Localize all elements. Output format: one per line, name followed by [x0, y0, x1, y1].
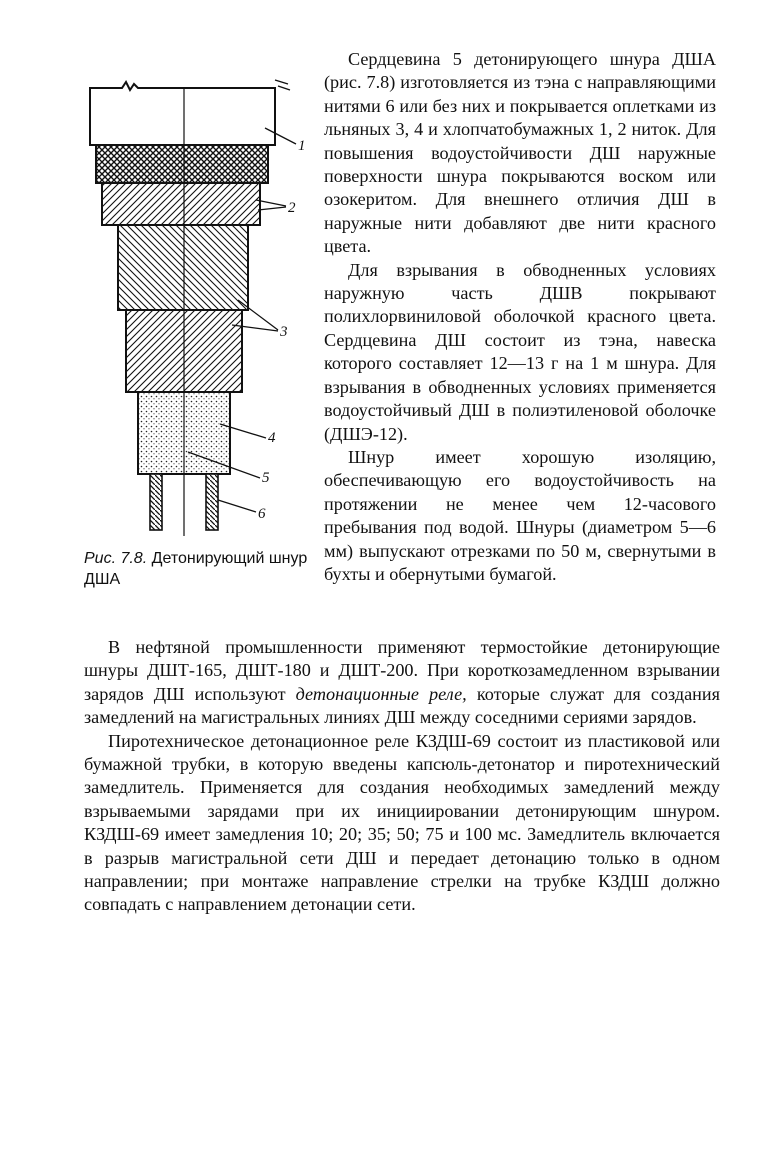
- layer-2-cross: [96, 145, 268, 183]
- thread-left: [150, 474, 162, 530]
- label-1: 1: [298, 138, 306, 154]
- label-4: 4: [268, 430, 276, 446]
- label-3: 3: [280, 324, 288, 340]
- layer-3-upper: [118, 225, 248, 310]
- layer-2b: [102, 183, 260, 225]
- label-2: 2: [288, 200, 296, 216]
- paragraph-4-part-b: которые служат для создания замедлений на магистральных линиях ДШ между соседними сериями зарядов.: [84, 683, 721, 728]
- paragraph-2: Для взрывания в обводненных условиях наружную часть ДШВ покрывают полихлорвиниловой оболочкой красного цвета. Сердцевина ДШ состоит из тэна, навеска которого составляет 12—13 г на 1 м шнура. Для взрывания в обводненных условиях применяется водоустойчивый ДШ в полиэтиленовой оболочке (ДШЭ-12).: [324, 259, 716, 444]
- label-6: 6: [258, 506, 266, 522]
- paragraph-1: Сердцевина 5 детонирующего шнура ДША (рис. 7.8) изготовляется из тэна с направляющими нитями 6 или без них и покрывается оплетками из льняных 3, 4 и хлопчатобумажных 1, 2 ниток. Для повышения водоустойчивости ДШ наружные поверхности шнура покрываются воском или озокеритом. Для внешнего отличия ДШ в наружные нити добавляют две нити красного цвета.: [324, 49, 716, 257]
- paragraph-5: Пиротехническое детонационное реле КЗДШ-69 состоит из пластиковой или бумажной трубки, в которую введены капсюль-детонатор и пиротехнический замедлитель. Применяется для создания необходимых замедлений между взрываемыми зарядами при их инициировании детонирующим шнуром. КЗДШ-69 имеет замедления 10; 20; 35; 50; 75 и 100 мс. Замедлитель включается в разрыв магистральной сети ДШ и передает детонацию только в одном направлении; при монтаже направление стрелки на трубке КЗДШ должно совпадать с направлением детонации сети.: [84, 730, 720, 915]
- column-text: [324, 48, 716, 586]
- paragraph-4: [84, 636, 720, 730]
- thread-right: [206, 474, 218, 530]
- figure-detonating-cord: [60, 60, 320, 540]
- caption-label: Рис. 7.8.: [84, 550, 148, 567]
- figure-caption: [84, 548, 320, 590]
- caption-text: Детонирующий шнур ДША: [84, 550, 308, 588]
- layer-1-outer: [90, 80, 290, 145]
- paragraph-3: Шнур имеет хорошую изоляцию, обеспечивающую его водоустойчивость на протяжении не менее чем 12-часового пребывания под водой. Шнуры (диаметром 5—6 мм) выпускают отрезками по 50 м, свернутыми в бухты и обернутыми бумагой.: [324, 446, 716, 584]
- paragraph-4-part-a: В нефтяной промышленности применяют термостойкие детонирующие шнуры ДШТ-165, ДШТ-180 и ДШТ-200. При короткозамедленном взрывании зарядов ДШ используют: [84, 637, 720, 704]
- cord-diagram: [60, 60, 320, 540]
- full-text: [84, 636, 720, 917]
- paragraph-4-emphasis: детонационные реле,: [295, 683, 467, 704]
- label-5: 5: [262, 470, 270, 486]
